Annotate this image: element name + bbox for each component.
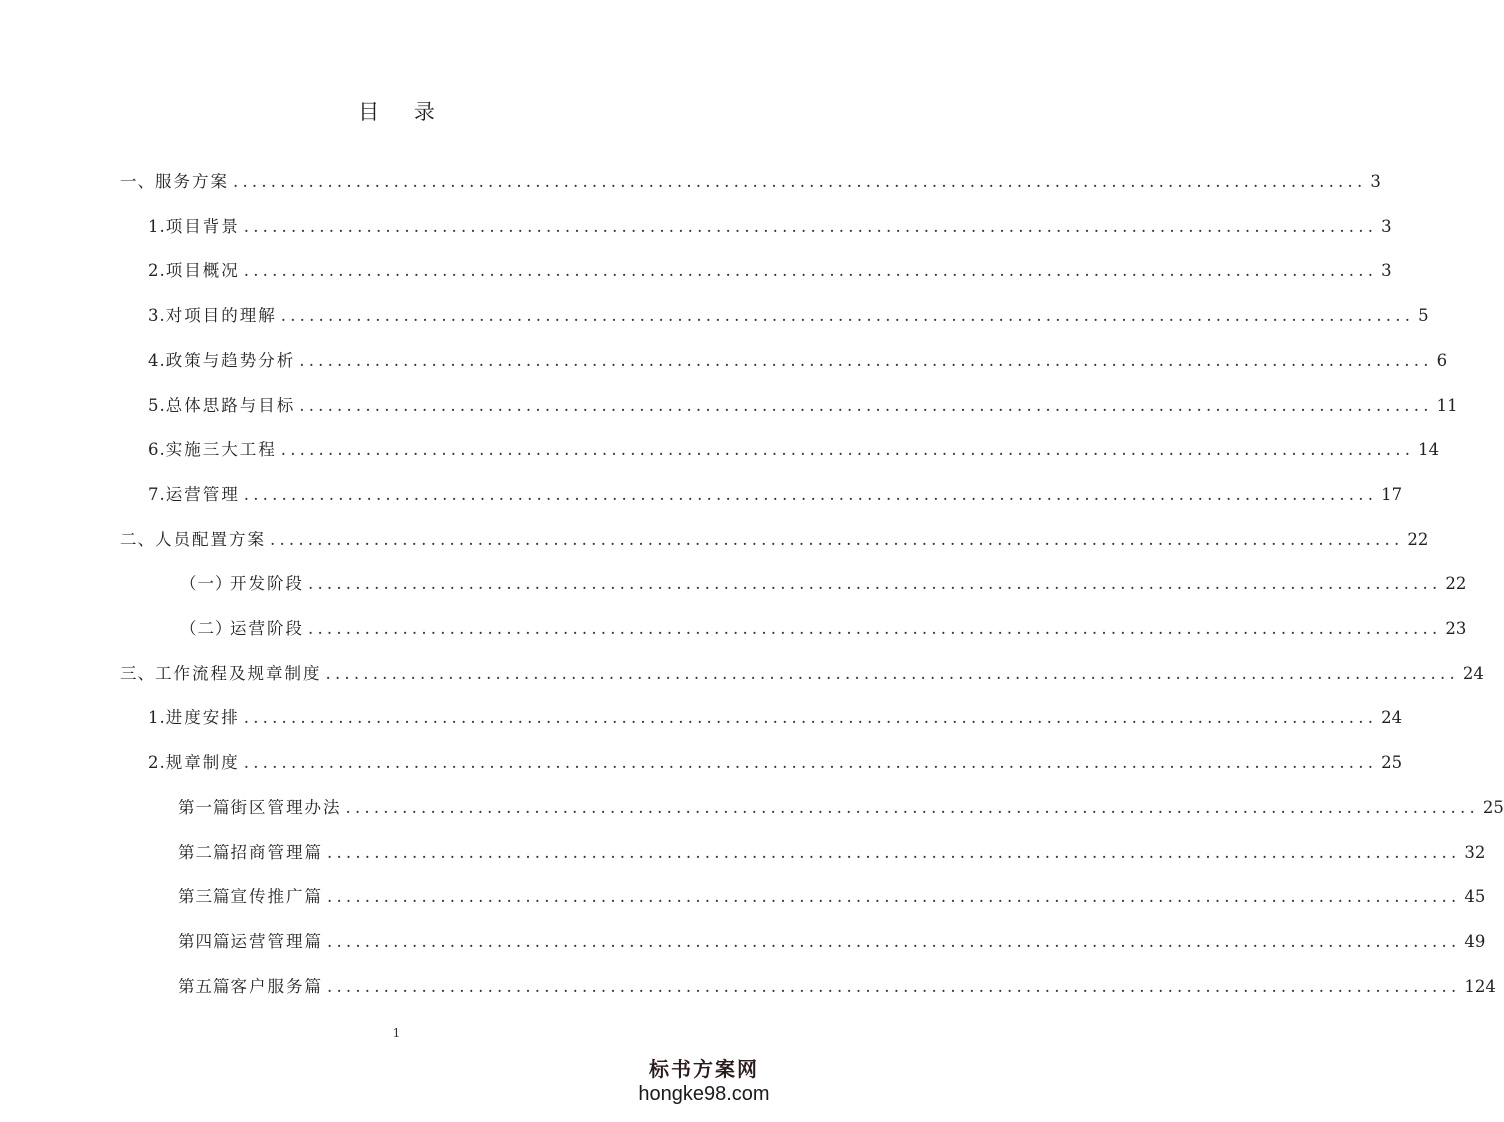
toc-leader-dots: ........................................................................................................................: [233, 172, 1367, 191]
toc-entry-number: 第四篇: [178, 932, 231, 951]
toc-entry-page: 24: [1381, 708, 1403, 727]
watermark-logo: [629, 1056, 779, 1112]
toc-entry[interactable]: [148, 302, 1429, 328]
toc-leader-dots: ........................................................................................................................: [243, 485, 1378, 504]
toc-entry-page: 5: [1418, 306, 1429, 325]
toc-entry-number: 5.: [148, 396, 166, 415]
toc-entry-page: 3: [1370, 172, 1381, 191]
toc-leader-dots: ........................................................................................................................: [325, 664, 1459, 683]
toc-leader-dots: ........................................................................................................................: [280, 306, 1415, 325]
toc-entry-number: 第五篇: [178, 977, 231, 996]
toc-leader-dots: ........................................................................................................................: [243, 261, 1378, 280]
toc-entry-title: 客户服务篇: [230, 977, 323, 996]
toc-leader-dots: ........................................................................................................................: [327, 843, 1461, 862]
toc-entry[interactable]: [120, 526, 1429, 552]
toc-entry[interactable]: [120, 168, 1381, 194]
toc-entry[interactable]: [148, 392, 1458, 418]
toc-entry-page: 124: [1464, 977, 1496, 996]
toc-entry-number: 第一篇: [178, 798, 231, 817]
toc-entry-title: 宣传推广篇: [230, 887, 323, 906]
toc-entry[interactable]: [178, 883, 1486, 909]
toc-entry-number: 1.: [148, 217, 166, 236]
toc-entry[interactable]: [148, 704, 1403, 730]
toc-leader-dots: ........................................................................................................................: [345, 798, 1479, 817]
toc-entry-page: 6: [1436, 351, 1448, 370]
toc-entry-page: 14: [1418, 440, 1440, 459]
toc-title: 目 录: [358, 100, 449, 124]
toc-entry-title: 项目概况: [165, 261, 240, 280]
toc-entry-page: 24: [1462, 664, 1484, 683]
toc-entry[interactable]: [148, 436, 1440, 462]
toc-entry[interactable]: [148, 749, 1403, 775]
toc-leader-dots: ........................................................................................................................: [299, 351, 1433, 370]
toc-entry-title: 总体思路与目标: [165, 396, 296, 415]
toc-entry-number: （一）: [180, 574, 233, 593]
toc-entry-title: 进度安排: [165, 708, 240, 727]
toc-entry-title: 人员配置方案: [155, 530, 266, 549]
toc-entry-number: 3.: [148, 306, 166, 325]
toc-entry-number: 1.: [148, 708, 166, 727]
toc-leader-dots: ........................................................................................................................: [327, 977, 1461, 996]
toc-entry-number: 2.: [148, 753, 166, 772]
toc-entry-title: 实施三大工程: [165, 440, 277, 459]
toc-entry[interactable]: [180, 570, 1467, 596]
toc-entry-page: 22: [1407, 530, 1429, 549]
toc-leader-dots: ........................................................................................................................: [299, 396, 1433, 415]
toc-entry-page: 23: [1445, 619, 1467, 638]
toc-entry-title: 政策与趋势分析: [165, 351, 296, 370]
toc-leader-dots: ........................................................................................................................: [327, 887, 1461, 906]
toc-entry-number: 4.: [148, 351, 166, 370]
toc-entry-number: 6.: [148, 440, 166, 459]
toc-leader-dots: ........................................................................................................................: [270, 530, 1404, 549]
toc-entry-number: 三、: [120, 664, 155, 683]
toc-entry-title: 规章制度: [165, 753, 240, 772]
toc-entry-number: 第三篇: [178, 887, 231, 906]
toc-entry-title: 开发阶段: [230, 574, 304, 593]
toc-entry[interactable]: [148, 481, 1403, 507]
toc-entry[interactable]: [148, 347, 1448, 373]
toc-entry-page: 45: [1464, 887, 1486, 906]
toc-entry-title: 服务方案: [155, 172, 229, 191]
toc-entry[interactable]: [178, 839, 1486, 865]
toc-entry-title: 对项目的理解: [165, 306, 277, 325]
toc-leader-dots: ........................................................................................................................: [243, 217, 1378, 236]
toc-entry-number: 第二篇: [178, 843, 231, 862]
watermark-title: 标书方案网: [649, 1057, 759, 1081]
toc-entry[interactable]: [178, 928, 1486, 954]
toc-entry[interactable]: [180, 615, 1467, 641]
toc-leader-dots: ........................................................................................................................: [308, 619, 1442, 638]
toc-leader-dots: ........................................................................................................................: [280, 440, 1415, 459]
toc-entry-page: 3: [1381, 217, 1392, 236]
toc-entry-page: 17: [1381, 485, 1403, 504]
toc-entry-title: 工作流程及规章制度: [155, 664, 322, 683]
toc-entry-page: 49: [1464, 932, 1486, 951]
toc-entry-title: 招商管理篇: [230, 843, 323, 862]
toc-entry-number: 2.: [148, 261, 166, 280]
toc-entry-number: 一、: [120, 172, 155, 191]
page-number: 1: [392, 1026, 401, 1040]
toc-entry-title: 项目背景: [165, 217, 240, 236]
toc-entry-page: 22: [1445, 574, 1467, 593]
toc-entry-page: 25: [1381, 753, 1403, 772]
toc-entry-number: （二）: [180, 619, 233, 638]
toc-leader-dots: ........................................................................................................................: [327, 932, 1461, 951]
toc-entry-page: 11: [1436, 396, 1458, 415]
toc-entry[interactable]: [148, 257, 1392, 283]
toc-entry[interactable]: [178, 973, 1496, 999]
toc-entry[interactable]: [178, 794, 1504, 820]
toc-entry-title: 运营阶段: [230, 619, 304, 638]
toc-entry-title: 运营管理: [165, 485, 240, 504]
toc-entry-title: 运营管理篇: [230, 932, 323, 951]
toc-entry[interactable]: [148, 213, 1392, 239]
toc-leader-dots: ........................................................................................................................: [308, 574, 1442, 593]
toc-entry-number: 7.: [148, 485, 166, 504]
toc-entry-page: 3: [1381, 261, 1392, 280]
toc-leader-dots: ........................................................................................................................: [243, 708, 1378, 727]
toc-entry-number: 二、: [120, 530, 155, 549]
toc-entry-page: 25: [1482, 798, 1504, 817]
toc-leader-dots: ........................................................................................................................: [243, 753, 1378, 772]
watermark-url: hongke98.com: [638, 1083, 770, 1105]
toc-entry-page: 32: [1464, 843, 1486, 862]
toc-entry-title: 街区管理办法: [230, 798, 342, 817]
toc-entry[interactable]: [120, 660, 1484, 686]
